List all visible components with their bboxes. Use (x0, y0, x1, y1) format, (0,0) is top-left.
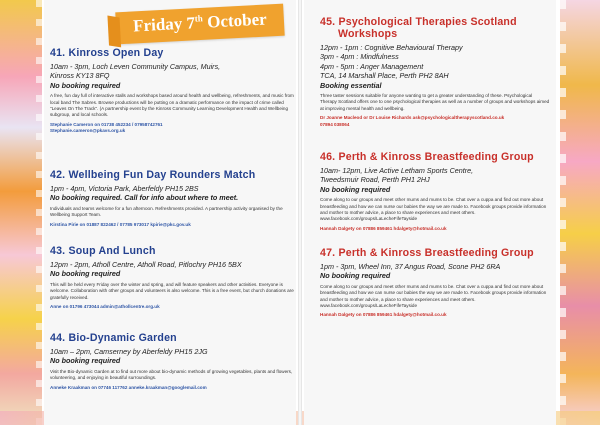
event-description: Come along to our groups and meet other mums and mums to be. Chat over a cuppa and find out more about breastfeeding and how we can nurse our babies the way we are made to. Facebook groups provide information and mother to mother advice, a place to share experiences and meet others. www.facebook.com/groups/LaLecheFifeTayside (320, 197, 547, 222)
event-time-location: 12pm - 2pm, Atholl Centre, Atholl Road, Pitlochry PH16 5BX (50, 260, 242, 269)
event-description: Three taster sessions suitable for anyone wanting to get a greater understanding of these. Psychological Therapy Scotland offers one to one psychological therapies as well as a number of groups and workshops aimed at improving mental health and wellbeing. (320, 93, 550, 111)
event-contact[interactable]: Kirstina Pirie on 01887 822462 / 07785 973017 kpirie@pkc.gov.uk (50, 221, 191, 227)
event-43 (50, 245, 296, 310)
paint-edge-right (560, 0, 600, 425)
event-contact-phone[interactable]: 07894 038064 (320, 121, 350, 127)
event-session-anger: 4pm - 5pm : Anger Management (320, 61, 424, 71)
event-contact-email[interactable]: Stephanie.cameron@pkavs.org.uk (50, 128, 126, 134)
event-47 (320, 247, 550, 319)
event-title: 45. Psychological Therapies Scotland Workshops (320, 16, 517, 40)
event-booking: No booking required (50, 269, 121, 279)
event-contact[interactable]: Anneke Kraakman on 07746 117762 anneke.kraakman@googlemail.com (50, 384, 207, 390)
event-description: Individuals and teams welcome for a fun afternoon. Refreshments provided. A partnership activity organised by the Wellbeing Support Team. (50, 205, 283, 218)
event-title: 43. Soup And Lunch (50, 245, 156, 257)
event-booking: No booking required (50, 356, 121, 366)
event-46 (320, 151, 550, 232)
event-description: Come along to our groups and meet other mums and mums to be. Chat over a cuppa and find out more about breastfeeding and how we can nurse our babies the way we are made to. Facebook groups provide information and mother to mother advice, a place to share experiences and meet others. www.facebook.com/groups/LaLecheFifeTayside (320, 283, 547, 309)
event-booking: No booking required (320, 271, 391, 281)
event-contact[interactable]: Anne on 01796 473044 admin@athollcentre.org.uk (50, 304, 160, 310)
page-fold (298, 0, 302, 425)
event-time-location: 1pm - 4pm, Victoria Park, Aberfeldy PH15 2BS (50, 184, 199, 193)
event-booking: No booking required. Call for info about where to meet. (50, 193, 239, 203)
event-booking: No booking required (320, 184, 391, 194)
date-banner-text: Friday 7th October (132, 9, 268, 36)
event-title: 47. Perth & Kinross Breastfeeding Group (320, 247, 534, 259)
event-description: A free, fun day full of interactive stalls and workshops based around health and wellbeing, refreshments, and music from local band The Sabres. Browse productions will be putting on a dramatic performance on the impact of crime called "Leaves On The Track". (A partnership event by the Kinross Community Learning Development Health and Wellbeing subgroup, and local schools. (50, 93, 294, 118)
event-title: 41. Kinross Open Day (50, 47, 164, 59)
event-contact[interactable]: Hannah Dalgety on 07886 859461 hdalgety@hotmail.co.uk (320, 225, 447, 231)
event-time-location: 1pm - 3pm, Wheel Inn, 37 Angus Road, Scone PH2 6RA (320, 262, 501, 271)
event-42 (50, 169, 296, 228)
event-booking: Booking essential (320, 80, 382, 90)
event-booking: No booking required (50, 80, 121, 90)
event-session-cbt: 12pm - 1pm : Cognitive Behavioural Therapy (320, 43, 463, 52)
event-address: TCA, 14 Marshall Place, Perth PH2 8AH (320, 71, 449, 81)
event-time-location: 10am - 3pm, Loch Leven Community Campus, Muirs, (50, 62, 221, 71)
event-address: Kinross KY13 8FQ (50, 71, 110, 81)
event-44 (50, 332, 296, 391)
event-45 (320, 16, 550, 128)
event-address: Tweedsmuir Road, Perth PH1 2HJ (320, 175, 430, 185)
event-session-mindfulness: 3pm - 4pm : Mindfulness (320, 52, 399, 62)
event-description: This will be held every Friday over the winter and spring, and will feature speakers and other activities. Everyone is welcome. Collaboration with other groups and volunteers is also welcome. This is a free event, but church donations are gratefully received. (50, 281, 294, 300)
paint-edge-left (0, 0, 42, 425)
event-contact[interactable]: Stephanie Cameron on 01738 452234 / 07958742761 (50, 121, 163, 127)
event-title: 46. Perth & Kinross Breastfeeding Group (320, 151, 534, 163)
event-title: 42. Wellbeing Fun Day Rounders Match (50, 169, 256, 181)
event-time-location: 10am- 12pm, Live Active Letham Sports Centre, (320, 166, 474, 175)
event-time-location: 10am – 2pm, Camserney by Aberfeldy PH15 2JG (50, 347, 208, 356)
event-contact[interactable]: Dr Joanne Macleod or Dr Louise Richards ask@psychologicaltherapyscotland.co.uk (320, 115, 505, 121)
event-description: Visit the Bio-dynamic Garden at to find out more about bio-dynamic methods of growing vegetables, plants and flowers, volunteering, and enjoying in beautiful surroundings. (50, 368, 293, 381)
event-41 (50, 47, 296, 135)
event-contact[interactable]: Hannah Dalgety on 07886 859461 hdalgety@hotmail.co.uk (320, 312, 447, 318)
event-title: 44. Bio-Dynamic Garden (50, 332, 177, 344)
